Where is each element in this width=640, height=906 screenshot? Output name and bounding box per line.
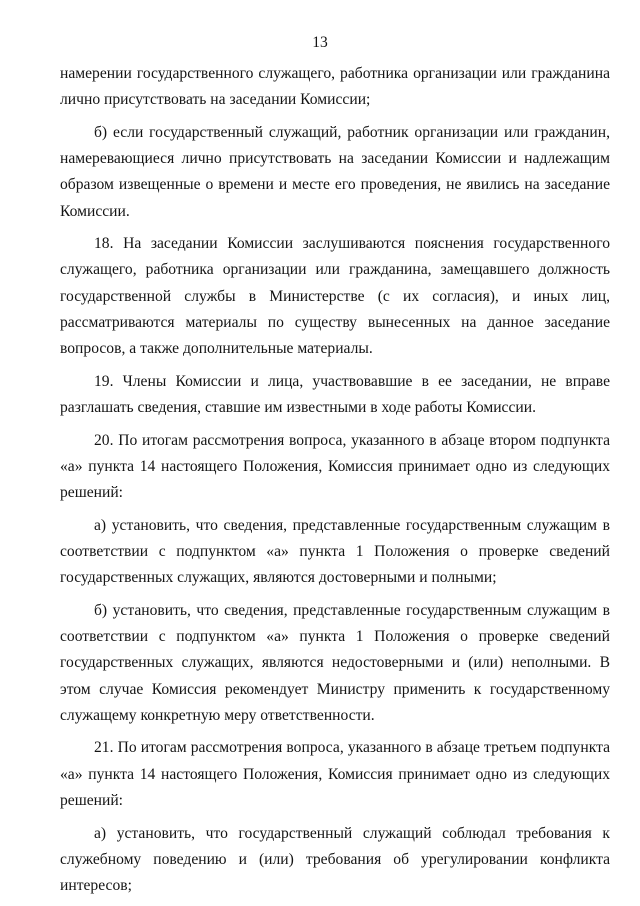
- paragraph-19: 19. Члены Комиссии и лица, участвовавшие в ее заседании, не вправе разглашать сведения, ставшие им известными в ходе работы Комиссии.: [60, 372, 610, 417]
- paragraph-21a: а) установить, что государственный служащий соблюдал требования к служебному поведению и (или) требования об урегулировании конфликта интересов;: [60, 824, 610, 895]
- paragraph-20b: б) установить, что сведения, представленные государственным служащим в соответствии с подпунктом «а» пункта 1 Положения о проверке сведений государственных служащих, являются недостоверными и (или) неполными. В этом случае Комиссия рекомендует Министру применить к государственному служащему конкретную меру ответственности.: [60, 601, 610, 724]
- paragraph-21: 21. По итогам рассмотрения вопроса, указанного в абзаце третьем подпункта «а» пункта 14 настоящего Положения, Комиссия принимает одно из следующих решений:: [60, 739, 610, 810]
- paragraph-17b: б) если государственный служащий, работник организации или гражданин, намеревающиеся лично присутствовать на заседании Комиссии и надлежащим образом извещенные о времени и месте его проведения, не явились на заседание Комиссии.: [60, 123, 610, 220]
- paragraph-18: 18. На заседании Комиссии заслушиваются пояснения государственного служащего, работника организации или гражданина, замещавшего должность государственной службы в Министерстве (с их согласия), и иных лиц, рассматриваются материалы по существу вынесенных на данное заседание вопросов, а также дополнительные материалы.: [60, 235, 610, 358]
- paragraph-20a: а) установить, что сведения, представленные государственным служащим в соответствии с подпунктом «а» пункта 1 Положения о проверке сведений государственных служащих, являются достоверными и полными;: [60, 516, 610, 587]
- body-text: [60, 61, 610, 906]
- paragraph-20: 20. По итогам рассмотрения вопроса, указанного в абзаце втором подпункта «а» пункта 14 настоящего Положения, Комиссия принимает одно из следующих решений:: [60, 431, 610, 502]
- page-number: 13: [312, 34, 328, 51]
- paragraph-continuation: намерении государственного служащего, работника организации или гражданина лично присутствовать на заседании Комиссии;: [60, 65, 610, 109]
